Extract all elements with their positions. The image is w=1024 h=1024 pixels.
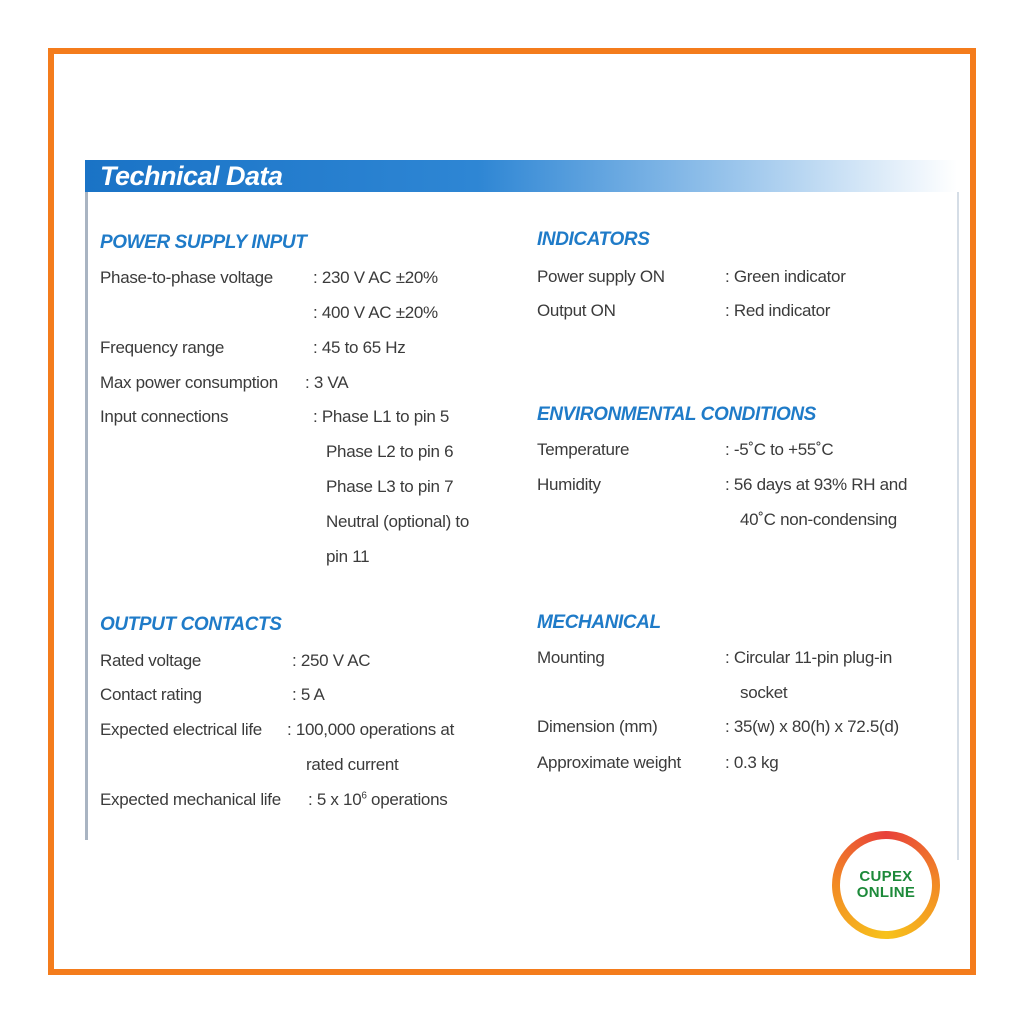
left-divider bbox=[85, 192, 88, 840]
logo-inner bbox=[840, 839, 932, 931]
spec-value bbox=[308, 790, 447, 810]
spec-value: rated current bbox=[306, 755, 399, 774]
section-title-output-contacts: OUTPUT CONTACTS bbox=[100, 614, 282, 635]
spec-value: : 3 VA bbox=[305, 373, 349, 392]
spec-value: : -5˚C to +55˚C bbox=[725, 440, 834, 459]
spec-label: Dimension (mm) bbox=[537, 717, 658, 736]
spec-value: : 0.3 kg bbox=[725, 753, 779, 772]
spec-label: Temperature bbox=[537, 440, 630, 459]
spec-value-unit: operations bbox=[366, 790, 448, 809]
spec-label: Rated voltage bbox=[100, 651, 202, 670]
cupex-online-logo bbox=[832, 831, 940, 939]
spec-value-base: : 5 x 10 bbox=[308, 790, 362, 809]
spec-value: : 100,000 operations at bbox=[287, 720, 455, 739]
spec-value: pin 11 bbox=[326, 547, 370, 566]
spec-value: Phase L3 to pin 7 bbox=[326, 477, 454, 496]
spec-label: Power supply ON bbox=[537, 267, 665, 286]
spec-label: Max power consumption bbox=[100, 373, 278, 392]
section-title-indicators: INDICATORS bbox=[537, 229, 650, 250]
spec-value: : Phase L1 to pin 5 bbox=[313, 407, 450, 426]
spec-label: Approximate weight bbox=[537, 753, 681, 772]
spec-value: : 250 V AC bbox=[292, 651, 371, 670]
spec-label: Mounting bbox=[537, 648, 605, 667]
spec-label: Expected mechanical life bbox=[100, 790, 281, 809]
section-title-power-supply-input: POWER SUPPLY INPUT bbox=[100, 232, 307, 253]
section-title-environmental-conditions: ENVIRONMENTAL CONDITIONS bbox=[537, 404, 816, 425]
spec-label: Humidity bbox=[537, 475, 601, 494]
spec-value: : Circular 11-pin plug-in bbox=[725, 648, 892, 667]
spec-value: : 5 A bbox=[292, 685, 325, 704]
logo-text-line2: ONLINE bbox=[856, 884, 916, 901]
spec-value: 40˚C non-condensing bbox=[740, 510, 897, 529]
page-title: Technical Data bbox=[100, 161, 283, 191]
spec-label: Input connections bbox=[100, 407, 229, 426]
spec-value: : 56 days at 93% RH and bbox=[725, 475, 908, 494]
spec-value: Phase L2 to pin 6 bbox=[326, 442, 454, 461]
spec-label: Phase-to-phase voltage bbox=[100, 268, 273, 287]
spec-value: : 45 to 65 Hz bbox=[313, 338, 406, 357]
spec-value: socket bbox=[740, 683, 788, 702]
spec-value: : Red indicator bbox=[725, 301, 831, 320]
right-divider bbox=[957, 192, 959, 860]
spec-value: Neutral (optional) to bbox=[326, 512, 469, 531]
spec-label: Frequency range bbox=[100, 338, 225, 357]
spec-label: Contact rating bbox=[100, 685, 202, 704]
spec-value: : 230 V AC ±20% bbox=[313, 268, 438, 287]
spec-label: Expected electrical life bbox=[100, 720, 262, 739]
spec-value-exponent: 6 bbox=[361, 790, 367, 802]
logo-text-line1: CUPEX bbox=[859, 868, 913, 885]
spec-value: : Green indicator bbox=[725, 267, 846, 286]
spec-value: : 35(w) x 80(h) x 72.5(d) bbox=[725, 717, 899, 736]
spec-value: : 400 V AC ±20% bbox=[313, 303, 438, 322]
section-title-mechanical: MECHANICAL bbox=[537, 612, 661, 633]
spec-label: Output ON bbox=[537, 301, 616, 320]
